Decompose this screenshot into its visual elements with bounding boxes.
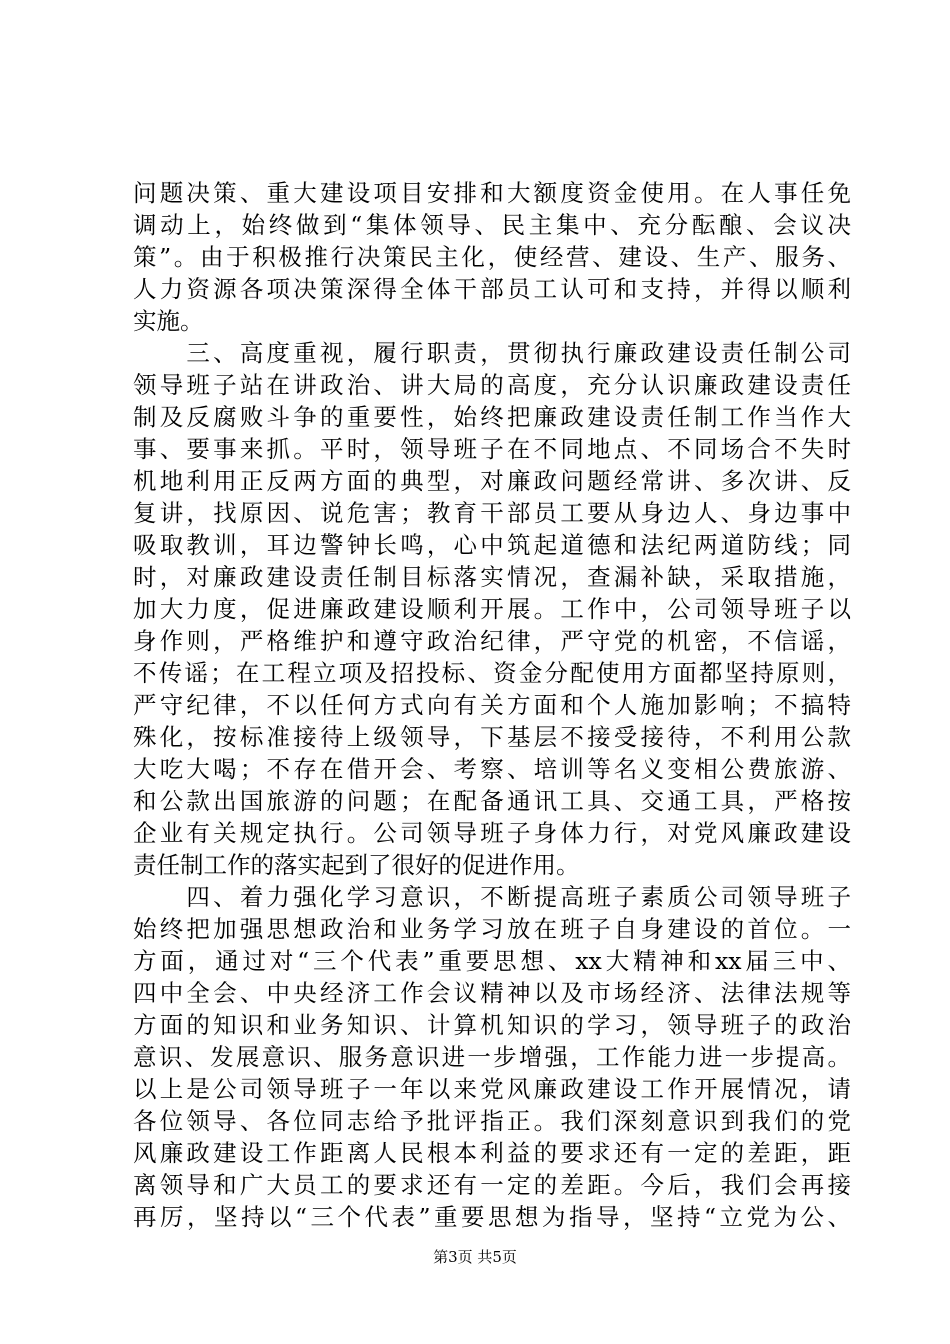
text-line: 意识、发展意识、服务意识进一步增强，工作能力进一步提高。 [133,1043,851,1071]
text-line: 人力资源各项决策深得全体干部员工认可和支持，并得以顺利 [133,275,851,303]
body-text [133,177,851,1233]
text-line: 调动上，始终做到“集体领导、民主集中、充分酝酿、会议决 [133,211,851,239]
text-line: 四、着力强化学习意识，不断提高班子素质公司领导班子 [133,883,851,911]
text-line: 严守纪律，不以任何方式向有关方面和个人施加影响；不搞特 [133,691,851,719]
text-line: 责任制工作的落实起到了很好的促进作用。 [133,851,580,879]
text-line: 三、高度重视，履行职责，贯彻执行廉政建设责任制公司 [133,339,851,367]
text-line: 事、要事来抓。平时，领导班子在不同地点、不同场合不失时 [133,435,851,463]
text-line: 吸取教训，耳边警钟长鸣，心中筑起道德和法纪两道防线；同 [133,531,851,559]
text-line: 策”。由于积极推行决策民主化，使经营、建设、生产、服务、 [133,243,851,271]
text-line: 以上是公司领导班子一年以来党风廉政建设工作开展情况，请 [133,1075,851,1103]
text-line: 离领导和广大员工的要求还有一定的差距。今后，我们会再接 [133,1171,851,1199]
text-line: 各位领导、各位同志给予批评指正。我们深刻意识到我们的党 [133,1107,851,1135]
page-footer: 第3页 共5页 [433,1248,517,1266]
text-line: 不传谣；在工程立项及招投标、资金分配使用方面都坚持原则， [133,659,851,687]
text-line: 身作则，严格维护和遵守政治纪律，严守党的机密，不信谣， [133,627,851,655]
text-line: 大吃大喝；不存在借开会、考察、培训等名义变相公费旅游、 [133,755,851,783]
text-line: 和公款出国旅游的问题；在配备通讯工具、交通工具，严格按 [133,787,851,815]
text-line: 殊化，按标准接待上级领导，下基层不接受接待，不利用公款 [133,723,851,751]
text-line: 始终把加强思想政治和业务学习放在班子自身建设的首位。一 [133,915,851,943]
text-line: 机地利用正反两方面的典型，对廉政问题经常讲、多次讲、反 [133,467,851,495]
text-line: 制及反腐败斗争的重要性，始终把廉政建设责任制工作当作大 [133,403,851,431]
text-line: 加大力度，促进廉政建设顺利开展。工作中，公司领导班子以 [133,595,851,623]
text-line: 风廉政建设工作距离人民根本利益的要求还有一定的差距，距 [133,1139,851,1167]
text-line: 再厉，坚持以“三个代表”重要思想为指导，坚持“立党为公、 [133,1203,851,1231]
text-line: 问题决策、重大建设项目安排和大额度资金使用。在人事任免 [133,179,851,207]
text-line: 领导班子站在讲政治、讲大局的高度，充分认识廉政建设责任 [133,371,851,399]
text-line: 四中全会、中央经济工作会议精神以及市场经济、法律法规等 [133,979,851,1007]
text-line: 实施。 [133,307,204,335]
text-line: 时，对廉政建设责任制目标落实情况，查漏补缺，采取措施， [133,563,851,591]
text-line: 方面的知识和业务知识、计算机知识的学习，领导班子的政治 [133,1011,851,1039]
text-line: 复讲，找原因、说危害；教育干部员工要从身边人、身边事中 [133,499,851,527]
text-line: 方面，通过对“三个代表”重要思想、xx大精神和xx届三中、 [133,947,851,975]
text-line: 企业有关规定执行。公司领导班子身体力行，对党风廉政建设 [133,819,851,847]
